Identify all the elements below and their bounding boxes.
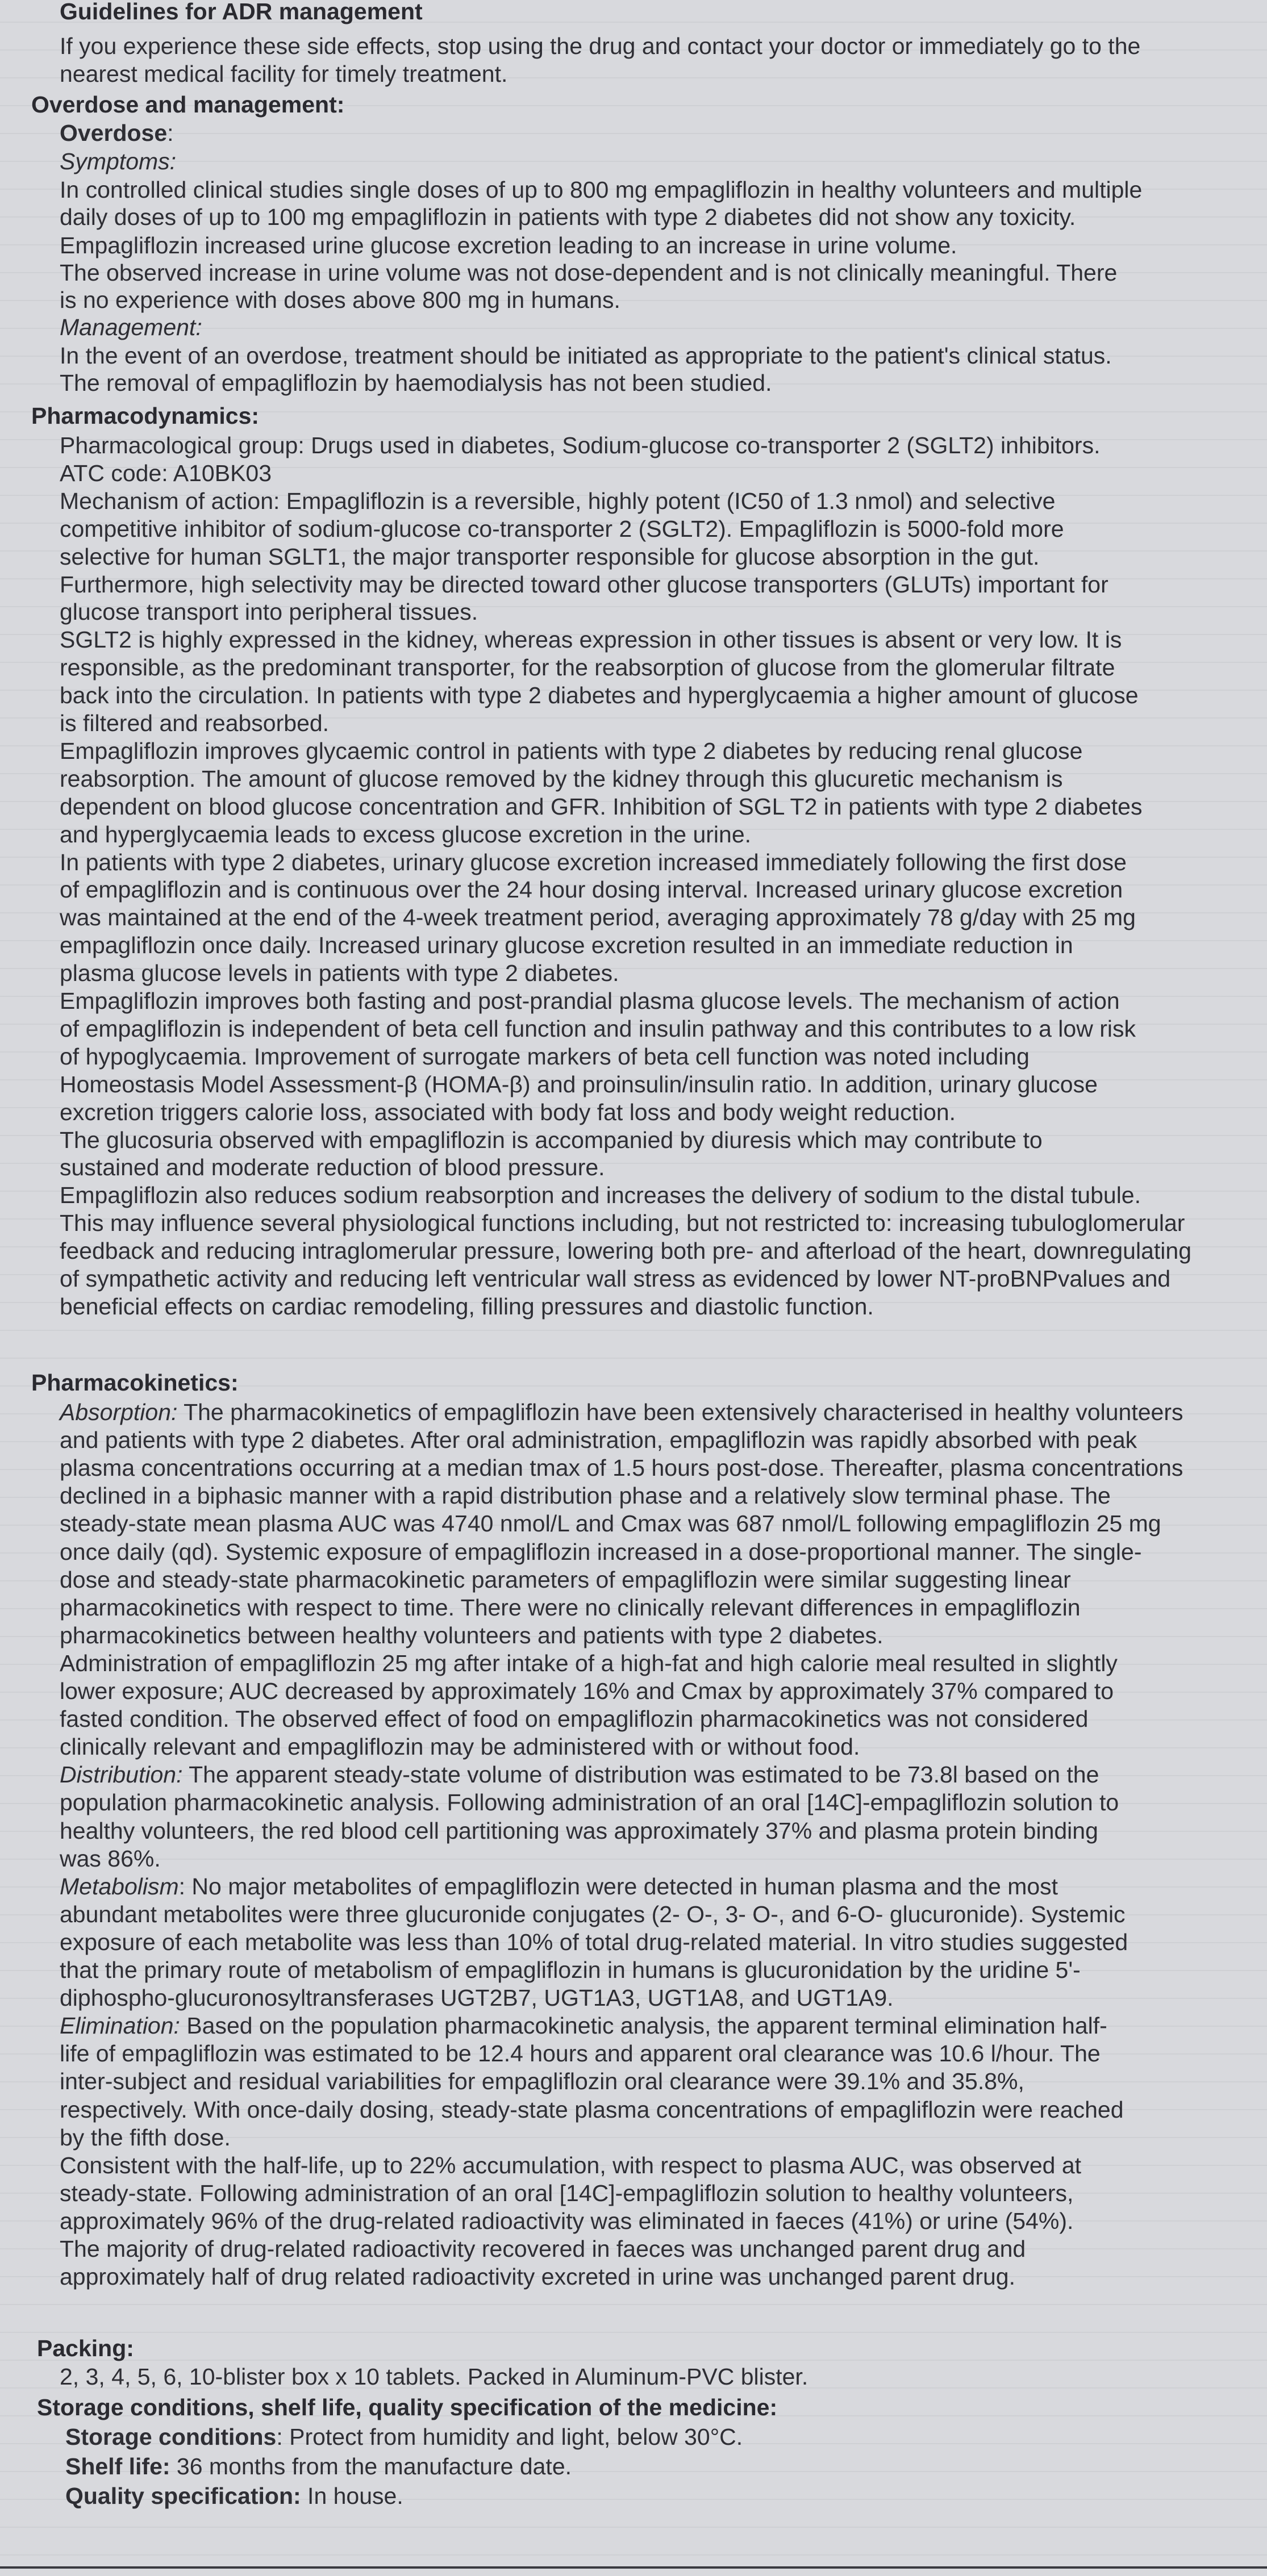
pharmacokinetics-elimination-line: steady-state. Following administration of an oral [14C]-empagliflozin solution to healthy volunteers, (60, 2180, 1074, 2206)
pharmacodynamics-line: was maintained at the end of the 4-week treatment period, averaging approximately 78 g/day with 25 mg (60, 904, 1136, 931)
pharmacokinetics-elimination-line: The majority of drug-related radioactivity recovered in faeces was unchanged parent drug and (60, 2236, 1026, 2262)
pharmacokinetics-elimination-line: by the fifth dose. (60, 2124, 231, 2151)
symptoms-line: daily doses of up to 100 mg empagliflozin in patients with type 2 diabetes did not show any toxicity. (60, 204, 1076, 230)
pharmacodynamics-line: and hyperglycaemia leads to excess glucose excretion in the urine. (60, 821, 752, 847)
symptoms-line: The observed increase in urine volume was not dose-dependent and is not clinically meaningful. There (60, 260, 1118, 286)
overdose-subheading: Overdose: (60, 120, 174, 146)
pharmacodynamics-line: Furthermore, high selectivity may be directed toward other glucose transporters (GLUTs) important for (60, 571, 1108, 598)
packing-heading: Packing: (37, 2335, 134, 2361)
pharmacokinetics-heading: Pharmacokinetics: (31, 1370, 239, 1396)
pharmacokinetics-absorption-line: declined in a biphasic manner with a rapid distribution phase and a relatively slow terminal phase. The (60, 1483, 1111, 1509)
pharmacodynamics-line: of empagliflozin is independent of beta cell function and insulin pathway and this contributes to a low risk (60, 1015, 1136, 1042)
adr-line: If you experience these side effects, stop using the drug and contact your doctor or immediately go to the (60, 33, 1141, 59)
pharmacokinetics-absorption-line: fasted condition. The observed effect of food on empagliflozin pharmacokinetics was not considered (60, 1706, 1089, 1732)
pharmacokinetics-absorption-line: plasma concentrations occurring at a median tmax of 1.5 hours post-dose. Thereafter, plasma concentrations (60, 1455, 1183, 1481)
pharmacokinetics-distribution-line: healthy volunteers, the red blood cell partitioning was approximately 37% and plasma protein binding (60, 1817, 1098, 1844)
management-line: The removal of empagliflozin by haemodialysis has not been studied. (60, 370, 772, 396)
pharmacokinetics-metabolism-line: diphospho-glucuronosyltransferases UGT2B7, UGT1A3, UGT1A8, and UGT1A9. (60, 1985, 894, 2011)
symptoms-line: is no experience with doses above 800 mg in humans. (60, 287, 620, 313)
pharmacodynamics-line: sustained and moderate reduction of blood pressure. (60, 1154, 605, 1181)
pharmacodynamics-line: Empagliflozin improves glycaemic control in patients with type 2 diabetes by reducing renal glucose (60, 737, 1083, 764)
pharmacokinetics-elimination-line: approximately half of drug related radioactivity excreted in urine was unchanged parent drug. (60, 2264, 1015, 2290)
quality-specification: Quality specification: In house. (65, 2483, 403, 2509)
pharmacodynamics-line: feedback and reducing intraglomerular pressure, lowering both pre- and afterload of the heart, downregulating (60, 1238, 1192, 1264)
pharmacokinetics-absorption-line: clinically relevant and empagliflozin may be administered with or without food. (60, 1734, 860, 1760)
pharmacodynamics-line: ATC code: A10BK03 (60, 460, 272, 486)
shelf-life: Shelf life: 36 months from the manufacture date. (65, 2453, 572, 2479)
symptoms-line: Empagliflozin increased urine glucose excretion leading to an increase in urine volume. (60, 232, 957, 258)
pharmacodynamics-line: back into the circulation. In patients with type 2 diabetes and hyperglycaemia a higher amount of glucose (60, 682, 1139, 709)
pharmacodynamics-line: of empagliflozin and is continuous over the 24 hour dosing interval. Increased urinary glucose excretion (60, 876, 1123, 903)
pharmacokinetics-elimination-line: Elimination: Based on the population pharmacokinetic analysis, the apparent terminal elimination half- (60, 2013, 1107, 2039)
pharmacokinetics-elimination-line: Consistent with the half-life, up to 22% accumulation, with respect to plasma AUC, was observed at (60, 2152, 1082, 2178)
pharmacokinetics-elimination-line: life of empagliflozin was estimated to be 12.4 hours and apparent oral clearance was 10.6 l/hour. The (60, 2040, 1101, 2067)
management-label: Management: (60, 314, 202, 340)
pharmacodynamics-line: responsible, as the predominant transporter, for the reabsorption of glucose from the glomerular filtrate (60, 654, 1115, 681)
pharmacodynamics-line: Empagliflozin also reduces sodium reabsorption and increases the delivery of sodium to the distal tubule. (60, 1182, 1141, 1209)
pharmacodynamics-line: dependent on blood glucose concentration and GFR. Inhibition of SGL T2 in patients with type 2 diabetes (60, 793, 1143, 820)
pharmacodynamics-line: of hypoglycaemia. Improvement of surrogate markers of beta cell function was noted including (60, 1043, 1030, 1070)
pharmacokinetics-absorption-line: once daily (qd). Systemic exposure of empagliflozin increased in a dose-proportional manner. The single- (60, 1538, 1142, 1565)
pharmacodynamics-line: competitive inhibitor of sodium-glucose co-transporter 2 (SGLT2). Empagliflozin is 5000-fold more (60, 515, 1064, 542)
pharmacodynamics-line: plasma glucose levels in patients with type 2 diabetes. (60, 960, 619, 987)
pharmacokinetics-elimination-line: inter-subject and residual variabilities for empagliflozin oral clearance were 39.1% and 35.8%, (60, 2068, 1024, 2095)
pharmacodynamics-line: This may influence several physiological functions including, but not restricted to: increasing tubuloglomerular (60, 1210, 1185, 1237)
pharmacodynamics-heading: Pharmacodynamics: (31, 403, 260, 429)
pharmacodynamics-line: In patients with type 2 diabetes, urinary glucose excretion increased immediately following the first dose (60, 849, 1127, 875)
pharmacokinetics-metabolism-line: abundant metabolites were three glucuronide conjugates (2- O-, 3- O-, and 6-O- glucuronide). Systemic (60, 1901, 1126, 1927)
pharmacodynamics-line: Pharmacological group: Drugs used in diabetes, Sodium-glucose co-transporter 2 (SGLT2) inhibitors. (60, 432, 1101, 458)
storage-conditions: Storage conditions: Protect from humidity and light, below 30°C. (65, 2424, 743, 2450)
pharmacokinetics-distribution-line: Distribution: The apparent steady-state volume of distribution was estimated to be 73.8l based on the (60, 1761, 1099, 1788)
pharmacokinetics-metabolism-line: that the primary route of metabolism of empagliflozin in humans is glucuronidation by the uridine 5'- (60, 1957, 1081, 1983)
pharmacodynamics-line: glucose transport into peripheral tissues. (60, 599, 478, 625)
pharmacodynamics-line: beneficial effects on cardiac remodeling, filling pressures and diastolic function. (60, 1293, 874, 1320)
pharmacodynamics-line: is filtered and reabsorbed. (60, 710, 330, 736)
pharmacodynamics-line: excretion triggers calorie loss, associated with body fat loss and body weight reduction. (60, 1099, 956, 1125)
metabolism-label: Metabolism (60, 1873, 179, 1899)
pharmacodynamics-line: The glucosuria observed with empagliflozin is accompanied by diuresis which may contribute to (60, 1126, 1043, 1153)
pharmacokinetics-absorption-line: lower exposure; AUC decreased by approximately 16% and Cmax by approximately 37% compared to (60, 1678, 1114, 1704)
storage-heading: Storage conditions, shelf life, quality specification of the medicine: (37, 2394, 778, 2420)
absorption-label: Absorption: (60, 1399, 178, 1425)
adr-line: nearest medical facility for timely treatment. (60, 61, 508, 87)
elimination-label: Elimination: (60, 2013, 180, 2039)
pharmacokinetics-distribution-line: population pharmacokinetic analysis. Following administration of an oral [14C]-empagliflozin solution to (60, 1789, 1119, 1816)
pharmacokinetics-absorption-line: Absorption: The pharmacokinetics of empagliflozin have been extensively characterised in healthy volunteers (60, 1399, 1183, 1425)
overdose-heading: Overdose and management: (31, 91, 345, 118)
pharmacodynamics-line: of sympathetic activity and reducing left ventricular wall stress as evidenced by lower NT-proBNPvalues and (60, 1266, 1171, 1292)
pharmacokinetics-absorption-line: steady-state mean plasma AUC was 4740 nmol/L and Cmax was 687 nmol/L following empagliflozin 25 mg (60, 1510, 1161, 1537)
pharmacodynamics-line: SGLT2 is highly expressed in the kidney, whereas expression in other tissues is absent or very low. It is (60, 627, 1122, 653)
pharmacodynamics-line: reabsorption. The amount of glucose removed by the kidney through this glucuretic mechanism is (60, 765, 1063, 792)
symptoms-label: Symptoms: (60, 148, 177, 174)
pharmacokinetics-absorption-line: Administration of empagliflozin 25 mg after intake of a high-fat and high calorie meal resulted in slightly (60, 1650, 1118, 1676)
pharmacokinetics-absorption-line: pharmacokinetics between healthy volunteers and patients with type 2 diabetes. (60, 1622, 883, 1648)
symptoms-line: In controlled clinical studies single doses of up to 800 mg empagliflozin in healthy volunteers and multiple (60, 177, 1143, 203)
pharmacodynamics-line: selective for human SGLT1, the major transporter responsible for glucose absorption in the gut. (60, 543, 1040, 570)
distribution-label: Distribution: (60, 1761, 183, 1788)
pharmacokinetics-absorption-line: pharmacokinetics with respect to time. There were no clinically relevant differences in empagliflozin (60, 1594, 1081, 1621)
pharmacodynamics-line: empagliflozin once daily. Increased urinary glucose excretion resulted in an immediate reduction in (60, 932, 1073, 959)
pharmacokinetics-distribution-line: was 86%. (60, 1845, 161, 1872)
pharmacodynamics-line: Mechanism of action: Empagliflozin is a reversible, highly potent (IC50 of 1.3 nmol) and selective (60, 487, 1056, 514)
pharmacodynamics-line: Homeostasis Model Assessment-β (HOMA-β) and proinsulin/insulin ratio. In addition, urinary glucose (60, 1071, 1098, 1097)
management-line: In the event of an overdose, treatment should be initiated as appropriate to the patient's clinical status. (60, 343, 1112, 369)
pharmacokinetics-metabolism-line: exposure of each metabolite was less than 10% of total drug-related material. In vitro studies suggested (60, 1928, 1128, 1955)
pharmacokinetics-elimination-line: respectively. With once-daily dosing, steady-state plasma concentrations of empagliflozin were reached (60, 2096, 1124, 2123)
bottom-rule (0, 2566, 1267, 2569)
packing-text: 2, 3, 4, 5, 6, 10-blister box x 10 tablets. Packed in Aluminum-PVC blister. (60, 2364, 808, 2390)
pharmacokinetics-metabolism-line: Metabolism: No major metabolites of empagliflozin were detected in human plasma and the most (60, 1873, 1058, 1899)
pharmacokinetics-absorption-line: dose and steady-state pharmacokinetic parameters of empagliflozin were similar suggesting linear (60, 1566, 1071, 1593)
adr-heading: Guidelines for ADR management (60, 0, 423, 24)
pharmacokinetics-absorption-line: and patients with type 2 diabetes. After oral administration, empagliflozin was rapidly absorbed with peak (60, 1427, 1137, 1454)
pharmacokinetics-elimination-line: approximately 96% of the drug-related radioactivity was eliminated in faeces (41%) or urine (54%). (60, 2207, 1074, 2234)
pharmacodynamics-line: Empagliflozin improves both fasting and post-prandial plasma glucose levels. The mechanism of action (60, 988, 1120, 1014)
